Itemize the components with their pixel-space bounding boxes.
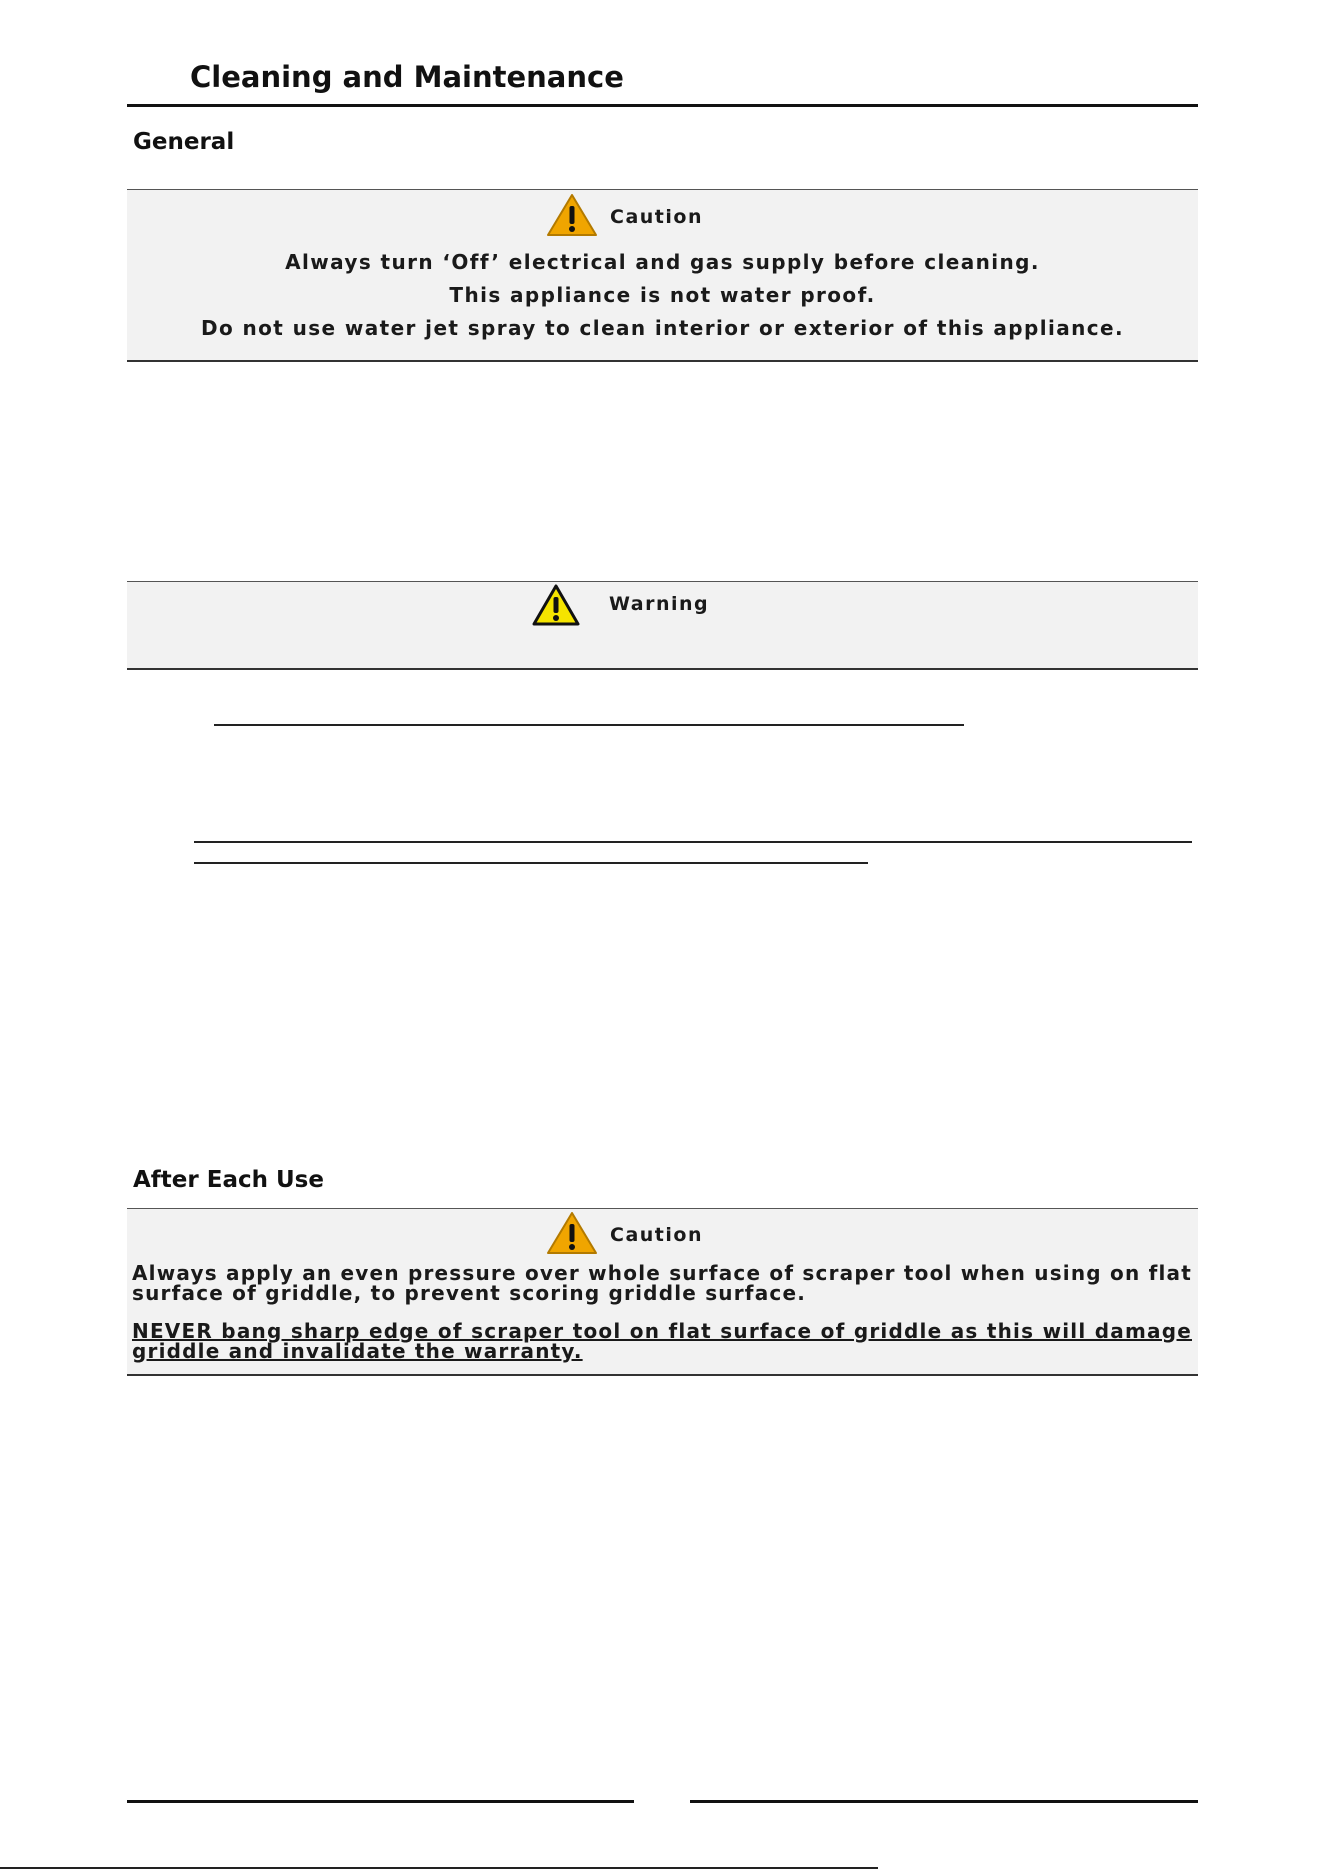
caution-line-not-waterproof: This appliance is not water proof. bbox=[449, 283, 876, 307]
bottom-edge-rule bbox=[0, 1867, 878, 1869]
title-rule bbox=[127, 104, 1198, 107]
caution-header bbox=[127, 190, 1198, 234]
footer-rule-left bbox=[127, 1800, 634, 1803]
warning-header bbox=[127, 582, 1198, 626]
caution-line-no-water-jet: Do not use water jet spray to clean interior or exterior of this appliance. bbox=[200, 316, 1124, 340]
warning-triangle-icon bbox=[531, 583, 581, 627]
caution-triangle-icon bbox=[546, 193, 598, 237]
caution-paragraph-never-bang: NEVER bang sharp edge of scraper tool on flat surface of griddle as this will damage griddle and invalidate the warranty. bbox=[132, 1319, 1192, 1363]
footer-rule-right bbox=[690, 1800, 1198, 1803]
underline-rule bbox=[194, 862, 868, 864]
section-heading-after-each-use: After Each Use bbox=[133, 1167, 324, 1193]
section-heading-general: General bbox=[133, 129, 235, 155]
caution-box-general bbox=[127, 189, 1198, 362]
caution-label: Caution bbox=[610, 1224, 703, 1246]
caution-line-power-off: Always turn ‘Off’ electrical and gas supply before cleaning. bbox=[285, 250, 1040, 274]
underline-rule bbox=[194, 841, 1192, 843]
caution-box-after-each-use bbox=[127, 1208, 1198, 1376]
warning-label: Warning bbox=[609, 593, 710, 615]
underline-rule bbox=[214, 724, 964, 726]
page-title: Cleaning and Maintenance bbox=[190, 60, 624, 94]
caution-paragraph-even-pressure: Always apply an even pressure over whole surface of scraper tool when using on flat surface of griddle, to prevent scoring griddle surface. bbox=[132, 1261, 1192, 1305]
caution-header bbox=[127, 1209, 1198, 1253]
caution-label: Caution bbox=[610, 206, 703, 228]
warning-box-general bbox=[127, 581, 1198, 670]
caution-triangle-icon bbox=[546, 1211, 598, 1255]
